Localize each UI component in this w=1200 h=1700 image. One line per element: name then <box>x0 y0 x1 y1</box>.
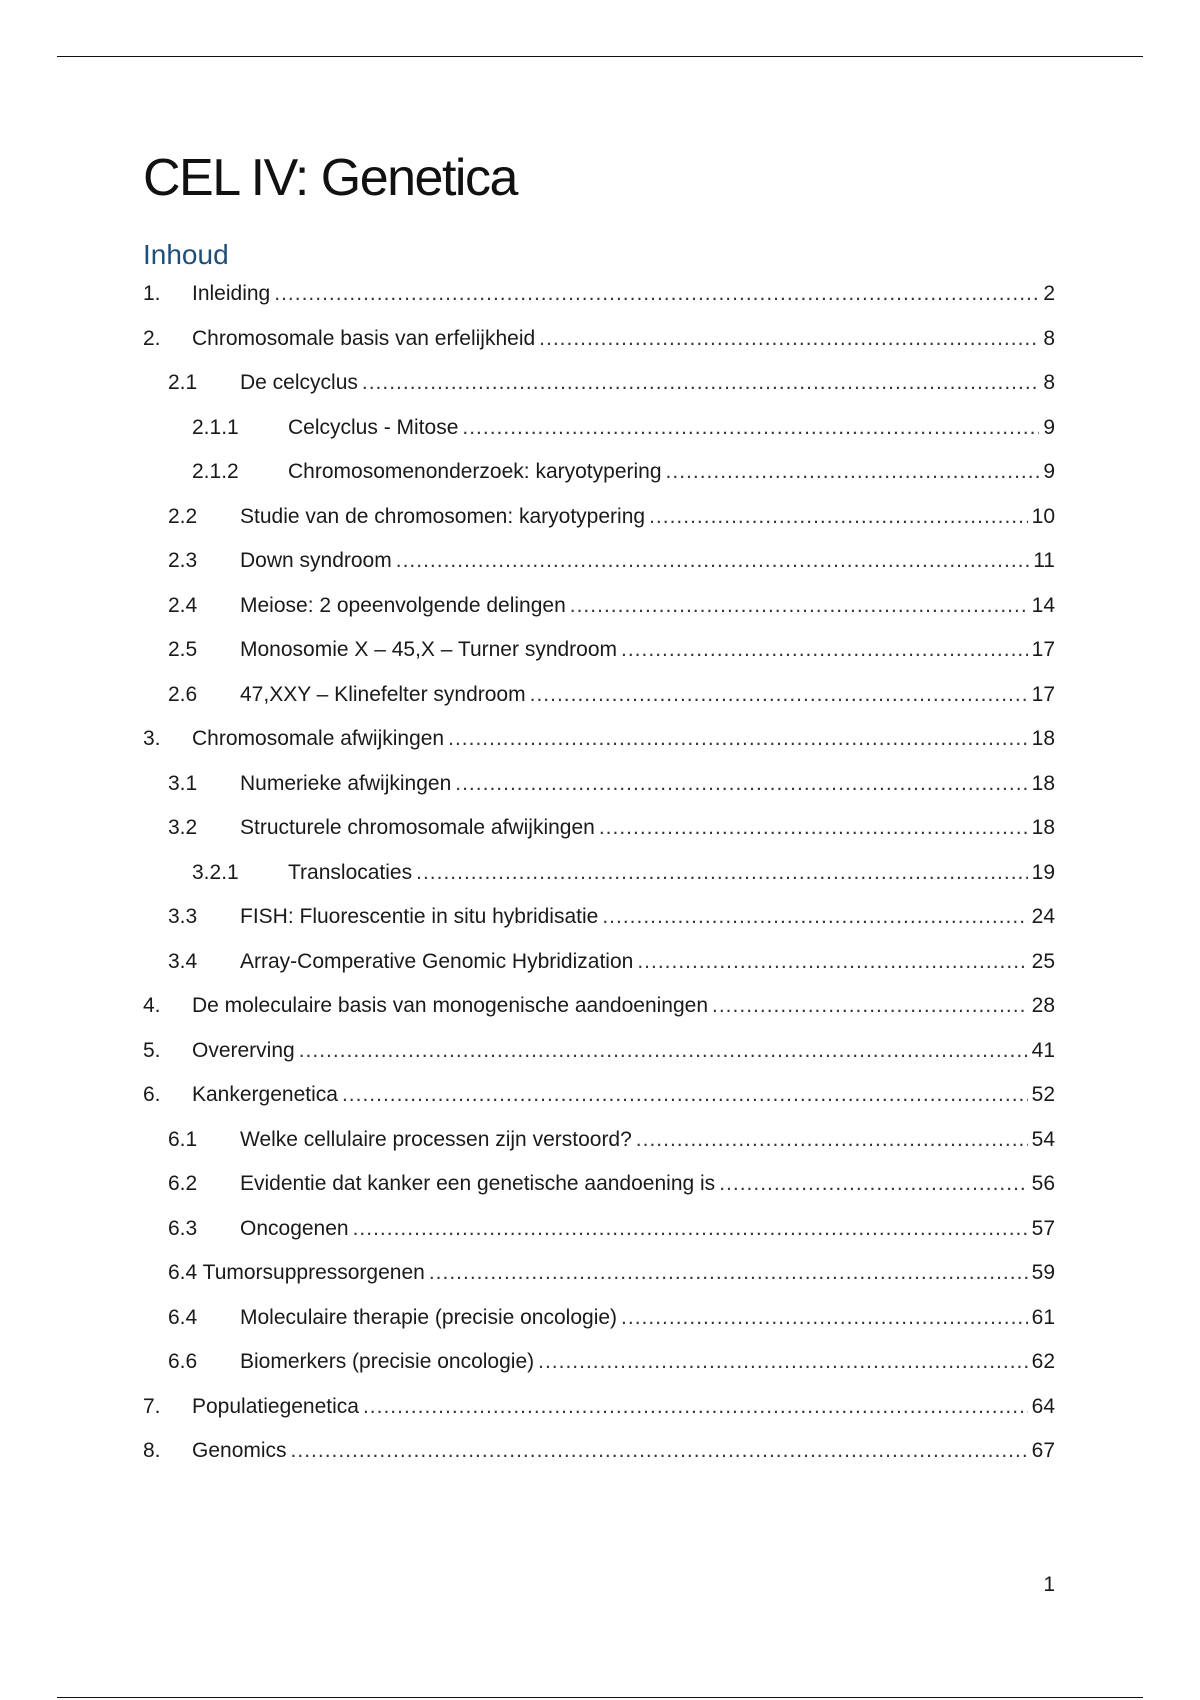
toc-entry-page: 41 <box>1031 1039 1055 1062</box>
toc-entry-page: 28 <box>1031 994 1055 1017</box>
toc-entry[interactable] <box>143 1080 1055 1110</box>
toc-dot-leader <box>353 1214 1028 1244</box>
toc-entry-number: 6.1 <box>168 1128 198 1151</box>
header-rule <box>57 56 1143 57</box>
toc-dot-leader <box>666 457 1040 487</box>
toc-entry-title: Numerieke afwijkingen <box>240 769 455 799</box>
toc-entry[interactable] <box>143 1436 1055 1466</box>
toc-dot-leader <box>636 1125 1028 1155</box>
toc-entry-title: 6.4 Tumorsuppressorgenen <box>168 1258 429 1288</box>
toc-entry-title: Welke cellulaire processen zijn verstoord? <box>240 1125 636 1155</box>
toc-entry-page: 18 <box>1031 816 1055 839</box>
toc-entry[interactable] <box>143 724 1055 754</box>
toc-entry-title: Array-Comperative Genomic Hybridization <box>240 947 637 977</box>
toc-dot-leader <box>621 1303 1028 1333</box>
footer-rule <box>57 1697 1143 1698</box>
toc-entry[interactable] <box>143 457 1055 487</box>
toc-entry-title: Studie van de chromosomen: karyotypering <box>240 502 649 532</box>
toc-entry-title: Chromosomale basis van erfelijkheid <box>192 324 539 354</box>
toc-entry-number: 2. <box>143 327 161 350</box>
toc-entry-number: 5. <box>143 1039 161 1062</box>
toc-entry-number: 7. <box>143 1395 161 1418</box>
toc-entry[interactable] <box>143 991 1055 1021</box>
toc-heading: Inhoud <box>143 239 229 270</box>
toc-entry-title: Down syndroom <box>240 546 396 576</box>
toc-dot-leader <box>649 502 1028 532</box>
toc-dot-leader <box>363 1392 1028 1422</box>
toc-dot-leader <box>530 680 1028 710</box>
toc-entry-title: FISH: Fluorescentie in situ hybridisatie <box>240 902 602 932</box>
toc-dot-leader <box>291 1436 1028 1466</box>
toc-entry[interactable] <box>143 1347 1055 1377</box>
toc-entry-number: 6.4 <box>168 1306 198 1329</box>
toc-entry[interactable] <box>143 813 1055 843</box>
toc-entry-number: 2.4 <box>168 594 198 617</box>
toc-entry-title: Meiose: 2 opeenvolgende delingen <box>240 591 570 621</box>
page-number: 1 <box>1043 1573 1055 1596</box>
toc-entry-page: 67 <box>1031 1439 1055 1462</box>
toc-entry-number: 2.1.2 <box>192 460 239 483</box>
toc-entry[interactable] <box>143 1125 1055 1155</box>
toc-entry-page: 8 <box>1043 371 1055 394</box>
toc-dot-leader <box>396 546 1029 576</box>
toc-dot-leader <box>299 1036 1028 1066</box>
toc-entry[interactable] <box>143 680 1055 710</box>
toc-entry-number: 4. <box>143 994 161 1017</box>
toc-dot-leader <box>448 724 1028 754</box>
toc-entry[interactable] <box>143 858 1055 888</box>
toc-entry-number: 2.3 <box>168 549 198 572</box>
toc-dot-leader <box>362 368 1039 398</box>
toc-entry-page: 9 <box>1043 416 1055 439</box>
toc-dot-leader <box>570 591 1028 621</box>
toc-entry[interactable] <box>143 1392 1055 1422</box>
toc-entry[interactable] <box>143 769 1055 799</box>
toc-entry-title: Populatiegenetica <box>192 1392 363 1422</box>
toc-entry-number: 6. <box>143 1083 161 1106</box>
toc-entry-page: 19 <box>1031 861 1055 884</box>
toc-entry[interactable] <box>143 546 1055 576</box>
toc-entry-title: De moleculaire basis van monogenische aandoeningen <box>192 991 712 1021</box>
toc-entry-number: 2.6 <box>168 683 198 706</box>
toc-entry[interactable] <box>143 902 1055 932</box>
toc-entry[interactable] <box>143 502 1055 532</box>
toc-dot-leader <box>462 413 1039 443</box>
toc-entry-number: 3.3 <box>168 905 198 928</box>
toc-entry-page: 11 <box>1033 549 1055 572</box>
toc-entry-page: 17 <box>1031 638 1055 661</box>
toc-entry-page: 10 <box>1031 505 1055 528</box>
toc-dot-leader <box>274 279 1039 309</box>
toc-dot-leader <box>539 324 1039 354</box>
toc-entry-title: Genomics <box>192 1436 291 1466</box>
toc-dot-leader <box>637 947 1027 977</box>
toc-entry-title: Oncogenen <box>240 1214 353 1244</box>
toc-entry-number: 2.2 <box>168 505 198 528</box>
toc-entry-number: 8. <box>143 1439 161 1462</box>
toc-entry-number: 6.6 <box>168 1350 198 1373</box>
toc-entry-page: 52 <box>1031 1083 1055 1106</box>
toc-entry-page: 54 <box>1031 1128 1055 1151</box>
toc-entry-number: 3.2.1 <box>192 861 239 884</box>
toc-entry-number: 3.1 <box>168 772 198 795</box>
toc-entry-title: Monosomie X – 45,X – Turner syndroom <box>240 635 621 665</box>
toc-entry-page: 18 <box>1031 727 1055 750</box>
toc-entry[interactable] <box>143 635 1055 665</box>
toc-entry-page: 14 <box>1031 594 1055 617</box>
toc-entry-title: Translocaties <box>288 858 416 888</box>
toc-entry-number: 2.1 <box>168 371 198 394</box>
toc-entry-number: 2.5 <box>168 638 198 661</box>
toc-dot-leader <box>712 991 1028 1021</box>
toc-entry-title: Chromosomale afwijkingen <box>192 724 448 754</box>
toc-dot-leader <box>719 1169 1027 1199</box>
toc-entry[interactable] <box>143 324 1055 354</box>
toc-entry-page: 24 <box>1031 905 1055 928</box>
toc-entry-title: Inleiding <box>192 279 274 309</box>
toc-entry-title: Biomerkers (precisie oncologie) <box>240 1347 538 1377</box>
toc-entry-page: 25 <box>1031 950 1055 973</box>
toc-entry-page: 18 <box>1031 772 1055 795</box>
toc-entry[interactable] <box>143 1214 1055 1244</box>
toc-entry[interactable] <box>143 591 1055 621</box>
toc-entry-number: 6.2 <box>168 1172 198 1195</box>
toc-entry-title: Overerving <box>192 1036 299 1066</box>
toc-entry-title: Celcyclus - Mitose <box>288 413 462 443</box>
toc-entry[interactable] <box>143 1036 1055 1066</box>
toc-entry-number: 6.3 <box>168 1217 198 1240</box>
toc-entry-page: 64 <box>1031 1395 1055 1418</box>
toc-entry-title: De celcyclus <box>240 368 362 398</box>
toc-entry[interactable] <box>143 1303 1055 1333</box>
toc-entry[interactable] <box>143 413 1055 443</box>
toc-entry-title: Chromosomenonderzoek: karyotypering <box>288 457 666 487</box>
toc-dot-leader <box>538 1347 1028 1377</box>
document-title: CEL IV: Genetica <box>143 149 517 207</box>
toc-entry-page: 8 <box>1043 327 1055 350</box>
toc-entry-title: Evidentie dat kanker een genetische aandoening is <box>240 1169 719 1199</box>
toc-dot-leader <box>416 858 1028 888</box>
toc-entry-number: 3.2 <box>168 816 198 839</box>
toc-dot-leader <box>455 769 1027 799</box>
toc-entry-title: 47,XXY – Klinefelter syndroom <box>240 680 530 710</box>
toc-entry[interactable] <box>143 1258 1055 1288</box>
toc-entry[interactable] <box>143 947 1055 977</box>
toc-entry-page: 57 <box>1031 1217 1055 1240</box>
toc-dot-leader <box>429 1258 1028 1288</box>
toc-dot-leader <box>602 902 1027 932</box>
toc-entry-number: 3.4 <box>168 950 198 973</box>
toc-entry-page: 59 <box>1031 1261 1055 1284</box>
toc-entry-page: 61 <box>1031 1306 1055 1329</box>
toc-entry-number: 1. <box>143 282 161 305</box>
toc-dot-leader <box>621 635 1028 665</box>
toc-entry-number: 2.1.1 <box>192 416 239 439</box>
toc-dot-leader <box>599 813 1028 843</box>
toc-entry[interactable] <box>143 279 1055 309</box>
toc-entry-page: 2 <box>1043 282 1055 305</box>
toc-entry[interactable] <box>143 1169 1055 1199</box>
toc-dot-leader <box>342 1080 1028 1110</box>
toc-entry-title: Moleculaire therapie (precisie oncologie) <box>240 1303 621 1333</box>
toc-entry-title: Structurele chromosomale afwijkingen <box>240 813 599 843</box>
toc-entry-page: 9 <box>1043 460 1055 483</box>
toc-entry-page: 62 <box>1031 1350 1055 1373</box>
toc-entry-page: 56 <box>1031 1172 1055 1195</box>
toc-entry-title: Kankergenetica <box>192 1080 342 1110</box>
toc-entry-number: 3. <box>143 727 161 750</box>
toc-entry-page: 17 <box>1031 683 1055 706</box>
toc-entry[interactable] <box>143 368 1055 398</box>
